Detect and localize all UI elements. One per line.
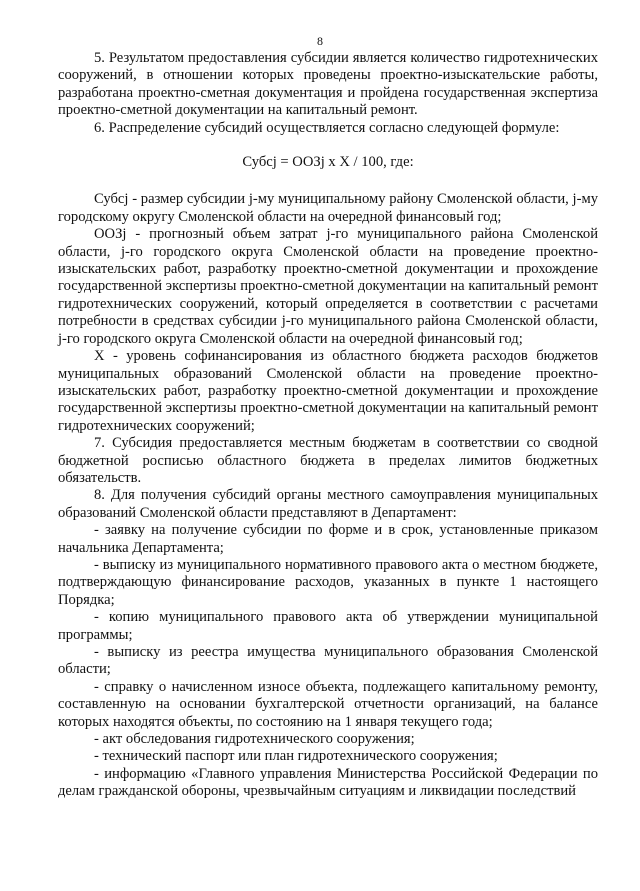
- paragraph-result-of-subsidy: 5. Результатом предоставления субсидии является количество гидротехнических сооружений, в отношении которых проведены проектно-изыскательские работы, разработана проектно-сметная документация и пройдена государственная экспертиза проектно-сметной документации на капитальный ремонт.: [58, 50, 598, 119]
- definition-subs: Субсj - размер субсидии j-му муниципальному району Смоленской области, j-му городскому округу Смоленской области на очередной финансовый год;: [58, 191, 598, 225]
- definition-x: X - уровень софинансирования из областного бюджета расходов бюджетов муниципальных образований Смоленской области на проведение проектно-изыскательских работ, разработку проектно-сметной документации и прохождение государственной экспертизы проектно-сметной документации на капитальный ремонт гидротехнических сооружений;: [58, 348, 598, 434]
- list-item: - информацию «Главного управления Министерства Российской Федерации по делам гражданской обороны, чрезвычайным ситуациям и ликвидации последствий: [58, 765, 598, 800]
- document-body: [58, 50, 598, 801]
- list-item: - заявку на получение субсидии по форме и в срок, установленные приказом начальника Департамента;: [58, 522, 598, 556]
- list-item: - выписку из реестра имущества муниципального образования Смоленской области;: [58, 644, 598, 678]
- page-number: 8: [317, 34, 323, 48]
- formula: Субсj = ООЗj х X / 100, где:: [242, 154, 414, 171]
- list-item: - копию муниципального правового акта об утверждении муниципальной программы;: [58, 609, 598, 643]
- list-item: - справку о начисленном износе объекта, подлежащего капитальному ремонту, составленную на основании бухгалтерской отчетности организаций, на балансе которых находятся объекты, по состоянию на 1 января текущего года;: [58, 678, 598, 730]
- paragraph-item-7: 7. Субсидия предоставляется местным бюджетам в соответствии со сводной бюджетной росписью областного бюджета в пределах лимитов бюджетных обязательств.: [58, 435, 598, 486]
- list-item: - акт обследования гидротехнического сооружения;: [94, 731, 415, 748]
- definition-ooz: ООЗj - прогнозный объем затрат j-го муниципального района Смоленской области, j-го городского округа Смоленской области на проведение проектно-изыскательских работ, разработку проектно-сметной документации и прохождение государственной экспертизы проектно-сметной документации на капитальный ремонт гидротехнических сооружений, который определяется в соответствии с расчетами потребности в средствах субсидии j-го муниципального района Смоленской области, j-го городского округа Смоленской области на очередной финансовый год;: [58, 226, 598, 347]
- list-item: - выписку из муниципального нормативного правового акта о местном бюджете, подтверждающую финансирование расходов, указанных в пункте 1 настоящего Порядка;: [58, 556, 598, 608]
- list-item: - технический паспорт или план гидротехнического сооружения;: [94, 748, 498, 765]
- paragraph-distribution-formula-intro: 6. Распределение субсидий осуществляется согласно следующей формуле:: [94, 119, 560, 136]
- paragraph-item-8: 8. Для получения субсидий органы местного самоуправления муниципальных образований Смоленской области представляют в Департамент:: [58, 487, 598, 521]
